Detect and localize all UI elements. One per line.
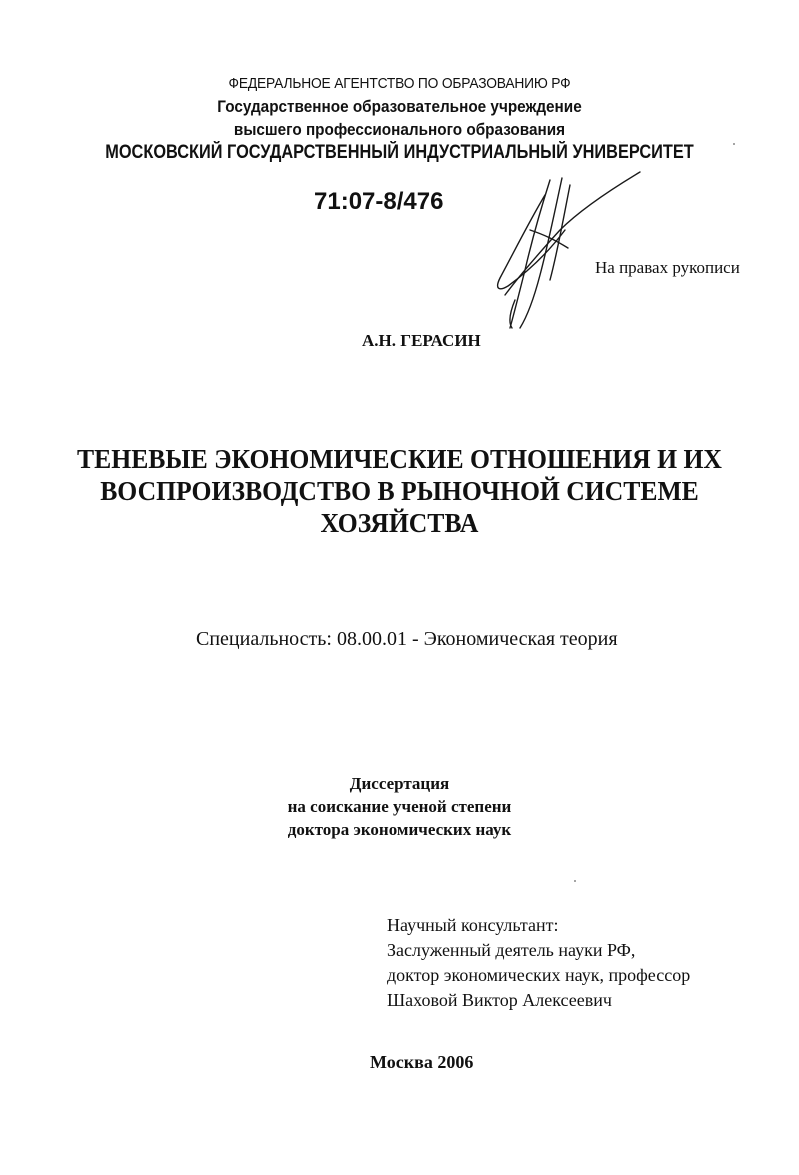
institution-type: Государственное образовательное учреждение xyxy=(217,97,582,116)
manuscript-rights: На правах рукописи xyxy=(595,258,740,277)
dissertation-type xyxy=(0,772,799,841)
specialty: Специальность: 08.00.01 - Экономическая теория xyxy=(196,628,618,650)
signature xyxy=(470,160,670,340)
degree-field: доктора экономических наук xyxy=(287,820,512,839)
author-name: А.Н. ГЕРАСИН xyxy=(362,331,481,350)
dissertation-title xyxy=(20,443,779,539)
place-and-year: Москва 2006 xyxy=(370,1052,474,1072)
consultant-honor: Заслуженный деятель науки РФ, xyxy=(387,940,636,960)
document-code: 71:07-8/476 xyxy=(314,188,444,215)
consultant-degree: доктор экономических наук, профессор xyxy=(387,965,691,985)
dissertation-label: Диссертация xyxy=(349,774,450,793)
scan-speck xyxy=(733,143,735,145)
degree-line: на соискание ученой степени xyxy=(287,797,512,816)
consultant-name: Шаховой Виктор Алексеевич xyxy=(387,990,612,1010)
agency-name: ФЕДЕРАЛЬНОЕ АГЕНТСТВО ПО ОБРАЗОВАНИЮ РФ xyxy=(228,75,571,92)
title-line-2: ВОСПРОИЗВОДСТВО В РЫНОЧНОЙ СИСТЕМЕ xyxy=(100,476,699,506)
scientific-consultant xyxy=(387,913,690,1013)
education-level: высшего профессионального образования xyxy=(233,120,566,139)
scan-speck xyxy=(574,880,576,882)
consultant-label: Научный консультант: xyxy=(387,915,559,935)
title-line-1: ТЕНЕВЫЕ ЭКОНОМИЧЕСКИЕ ОТНОШЕНИЯ И ИХ xyxy=(77,444,722,474)
title-line-3: ХОЗЯЙСТВА xyxy=(320,508,479,538)
university-name: МОСКОВСКИЙ ГОСУДАРСТВЕННЫЙ ИНДУСТРИАЛЬНЫЙ УНИВЕРСИТЕТ xyxy=(105,142,694,163)
